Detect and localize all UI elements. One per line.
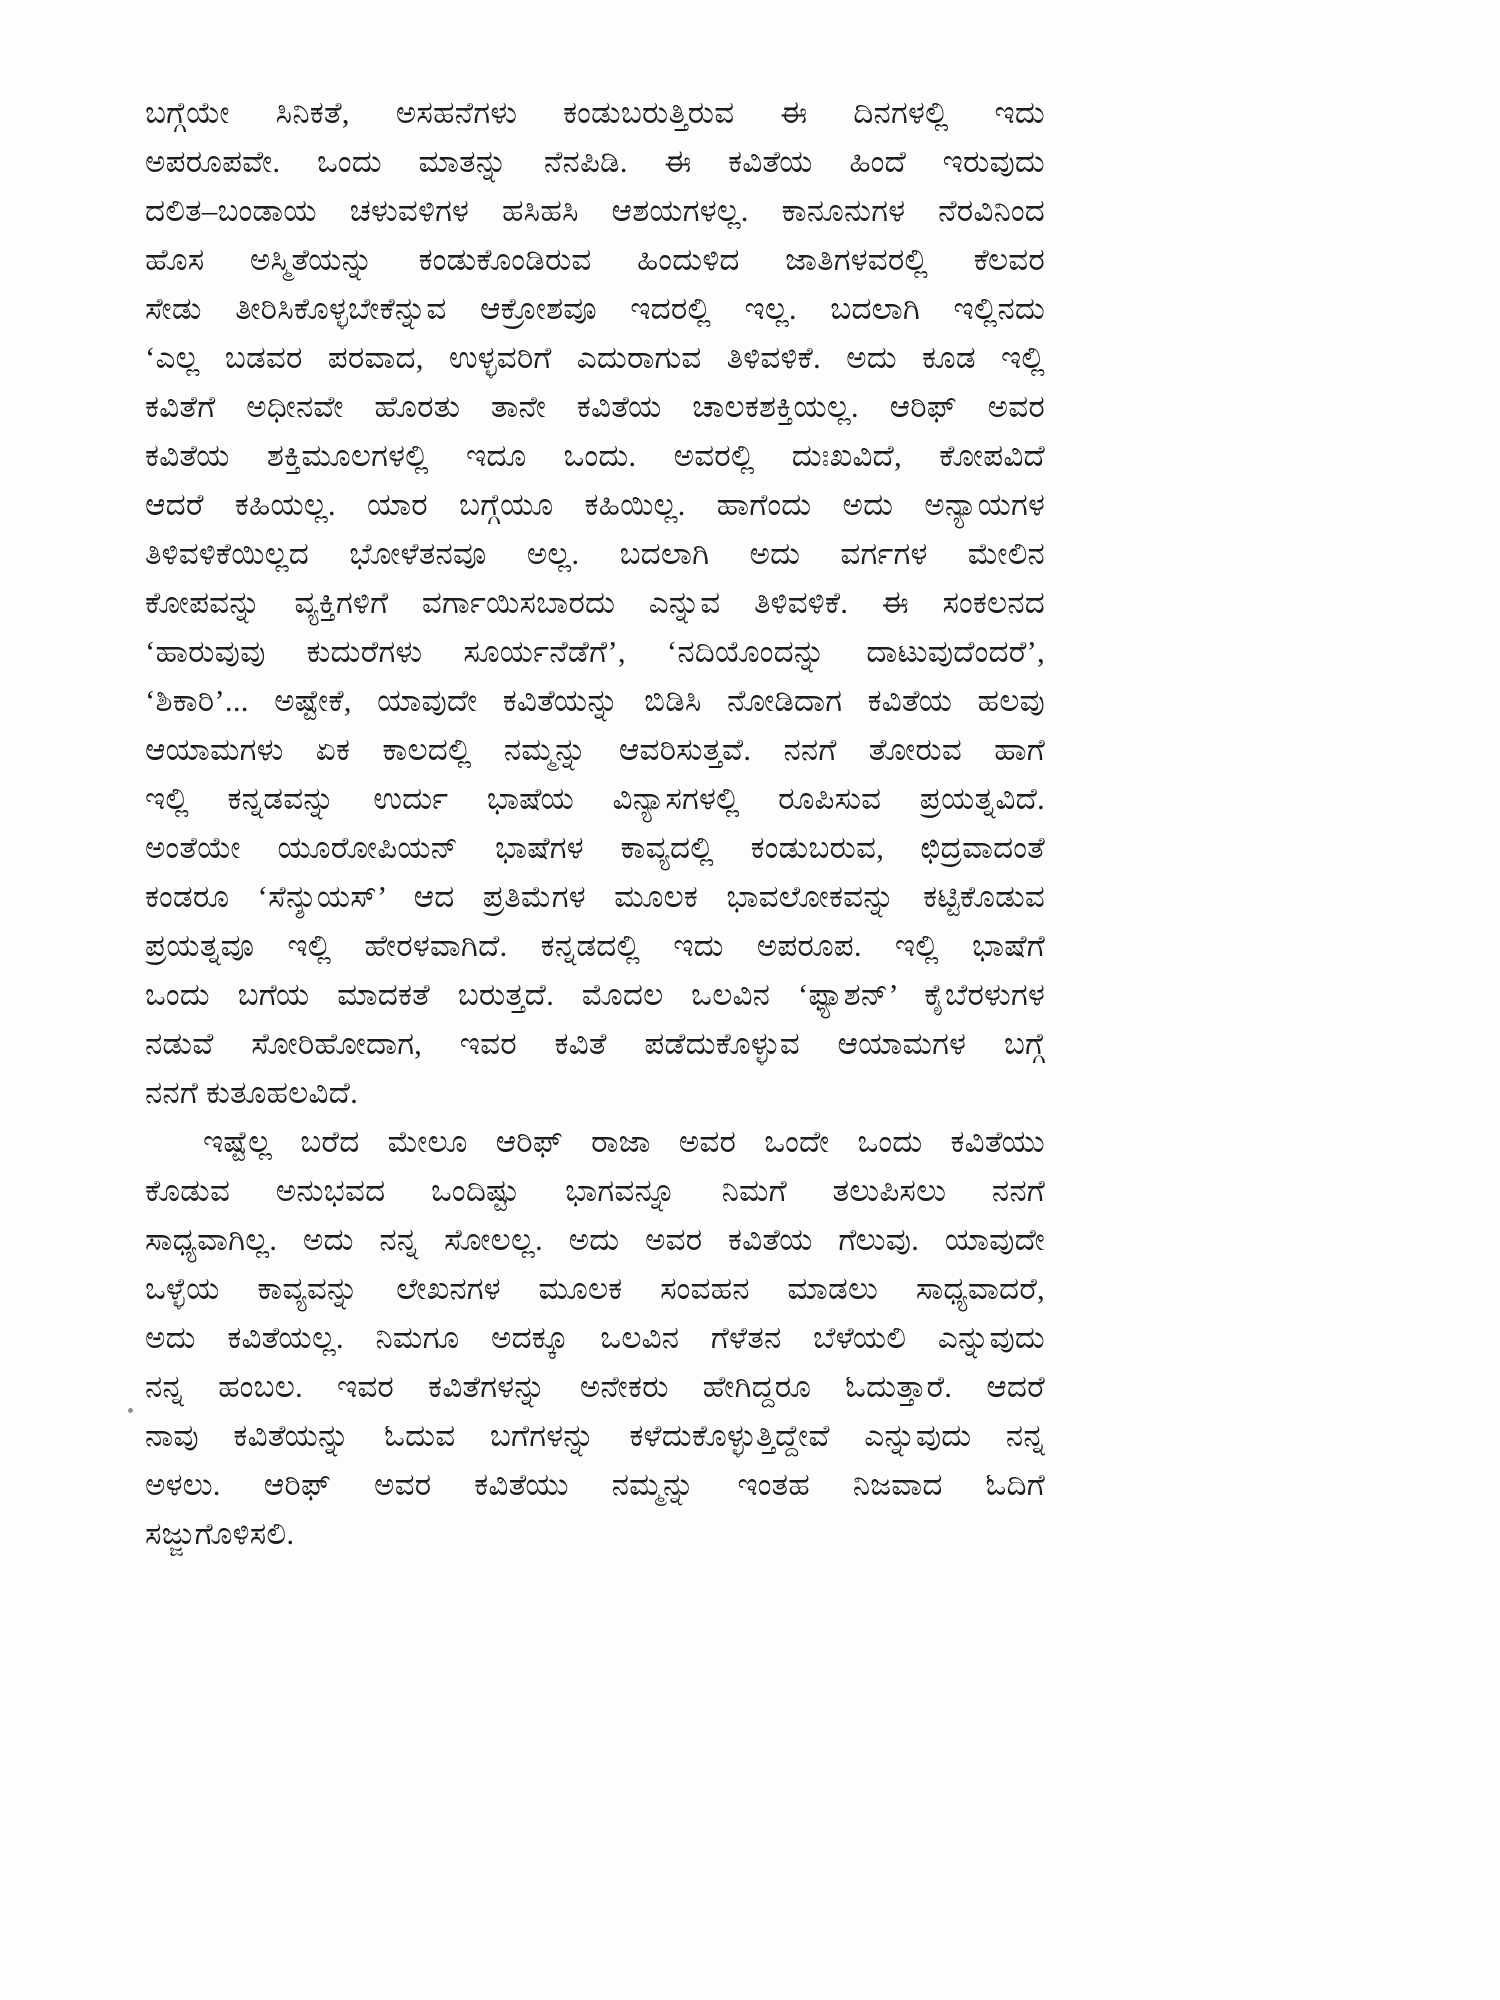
- text-line: ಸಾಧ್ಯವಾಗಿಲ್ಲ. ಅದು ನನ್ನ ಸೋಲಲ್ಲ. ಅದು ಅವರ ಕವಿತೆಯ ಗೆಲುವು. ಯಾವುದೇ: [145, 1222, 1045, 1257]
- text-line: ಇಲ್ಲಿ ಕನ್ನಡವನ್ನು ಉರ್ದು ಭಾಷೆಯ ವಿನ್ಯಾಸಗಳಲ್ಲಿ ರೂಪಿಸುವ ಪ್ರಯತ್ನವಿದೆ.: [145, 781, 1045, 816]
- text-line: ಆಯಾಮಗಳು ಏಕ ಕಾಲದಲ್ಲಿ ನಮ್ಮನ್ನು ಆವರಿಸುತ್ತವೆ. ನನಗೆ ತೋರುವ ಹಾಗೆ: [145, 732, 1045, 767]
- paragraph-2: [145, 1117, 1045, 1558]
- text-line: ‘ಹಾರುವುವು ಕುದುರೆಗಳು ಸೂರ್ಯನೆಡೆಗೆ’, ‘ನದಿಯೊಂದನ್ನು ದಾಟುವುದೆಂದರೆ’,: [145, 634, 1045, 669]
- paragraph-1: [145, 88, 1045, 1117]
- text-line: ಅದು ಕವಿತೆಯಲ್ಲ. ನಿಮಗೂ ಅದಕ್ಕೂ ಒಲವಿನ ಗೆಳೆತನ ಬೆಳೆಯಲಿ ಎನ್ನುವುದು: [145, 1320, 1045, 1355]
- text-line: ಇಷ್ಟೆಲ್ಲ ಬರೆದ ಮೇಲೂ ಆರಿಫ್ ರಾಜಾ ಅವರ ಒಂದೇ ಒಂದು ಕವಿತೆಯು: [203, 1124, 1045, 1159]
- text-line: ತಿಳಿವಳಿಕೆಯಿಲ್ಲದ ಭೋಳೆತನವೂ ಅಲ್ಲ. ಬದಲಾಗಿ ಅದು ವರ್ಗಗಳ ಮೇಲಿನ: [145, 536, 1045, 571]
- text-line: ಅಂತೆಯೇ ಯೂರೋಪಿಯನ್ ಭಾಷೆಗಳ ಕಾವ್ಯದಲ್ಲಿ ಕಂಡುಬರುವ, ಛಿದ್ರವಾದಂತೆ: [145, 830, 1045, 865]
- text-line: ಅಪರೂಪವೇ. ಒಂದು ಮಾತನ್ನು ನೆನಪಿಡಿ. ಈ ಕವಿತೆಯ ಹಿಂದೆ ಇರುವುದು: [145, 144, 1045, 179]
- text-line: ಬಗ್ಗೆಯೇ ಸಿನಿಕತೆ, ಅಸಹನೆಗಳು ಕಂಡುಬರುತ್ತಿರುವ ಈ ದಿನಗಳಲ್ಲಿ ಇದು: [145, 95, 1045, 130]
- text-line: ಪ್ರಯತ್ನವೂ ಇಲ್ಲಿ ಹೇರಳವಾಗಿದೆ. ಕನ್ನಡದಲ್ಲಿ ಇದು ಅಪರೂಪ. ಇಲ್ಲಿ ಭಾಷೆಗೆ: [145, 928, 1045, 963]
- text-line: ಒಂದು ಬಗೆಯ ಮಾದಕತೆ ಬರುತ್ತದೆ. ಮೊದಲ ಒಲವಿನ ‘ಫ್ಯಾಶನ್’ ಕೈಬೆರಳುಗಳ: [145, 977, 1045, 1012]
- text-line: ನಡುವೆ ಸೋರಿಹೋದಾಗ, ಇವರ ಕವಿತೆ ಪಡೆದುಕೊಳ್ಳುವ ಆಯಾಮಗಳ ಬಗ್ಗೆ: [145, 1026, 1045, 1061]
- text-line: ಹೊಸ ಅಸ್ಮಿತೆಯನ್ನು ಕಂಡುಕೊಂಡಿರುವ ಹಿಂದುಳಿದ ಜಾತಿಗಳವರಲ್ಲಿ ಕೆಲವರ: [145, 242, 1045, 277]
- text-line: ಕವಿತೆಯ ಶಕ್ತಿಮೂಲಗಳಲ್ಲಿ ಇದೂ ಒಂದು. ಅವರಲ್ಲಿ ದುಃಖವಿದೆ, ಕೋಪವಿದೆ: [145, 438, 1045, 473]
- text-line: ದಲಿತ–ಬಂಡಾಯ ಚಳುವಳಿಗಳ ಹಸಿಹಸಿ ಆಶಯಗಳಲ್ಲ. ಕಾನೂನುಗಳ ನೆರವಿನಿಂದ: [145, 193, 1045, 228]
- text-block: [145, 88, 1045, 1558]
- text-line: ಕವಿತೆಗೆ ಅಧೀನವೇ ಹೊರತು ತಾನೇ ಕವಿತೆಯ ಚಾಲಕಶಕ್ತಿಯಲ್ಲ. ಆರಿಫ್ ಅವರ: [145, 389, 1045, 424]
- text-line: ಕಂಡರೂ ‘ಸೆನ್ಶುಯಸ್’ ಆದ ಪ್ರತಿಮೆಗಳ ಮೂಲಕ ಭಾವಲೋಕವನ್ನು ಕಟ್ಟಿಕೊಡುವ: [145, 879, 1045, 914]
- text-line: ಒಳ್ಳೆಯ ಕಾವ್ಯವನ್ನು ಲೇಖನಗಳ ಮೂಲಕ ಸಂವಹನ ಮಾಡಲು ಸಾಧ್ಯವಾದರೆ,: [145, 1271, 1045, 1306]
- text-line: ಸೇಡು ತೀರಿಸಿಕೊಳ್ಳಬೇಕೆನ್ನುವ ಆಕ್ರೋಶವೂ ಇದರಲ್ಲಿ ಇಲ್ಲ. ಬದಲಾಗಿ ಇಲ್ಲಿನದು: [145, 291, 1045, 326]
- text-line: ಆದರೆ ಕಹಿಯಲ್ಲ. ಯಾರ ಬಗ್ಗೆಯೂ ಕಹಿಯಿಲ್ಲ. ಹಾಗೆಂದು ಅದು ಅನ್ಯಾಯಗಳ: [145, 487, 1045, 522]
- scan-speck: [128, 1408, 133, 1413]
- text-line: ಅಳಲು. ಆರಿಫ್ ಅವರ ಕವಿತೆಯು ನಮ್ಮನ್ನು ಇಂತಹ ನಿಜವಾದ ಓದಿಗೆ: [145, 1467, 1045, 1502]
- text-line: ನನಗೆ ಕುತೂಹಲವಿದೆ.: [145, 1075, 359, 1110]
- text-line: ಕೊಡುವ ಅನುಭವದ ಒಂದಿಷ್ಟು ಭಾಗವನ್ನೂ ನಿಮಗೆ ತಲುಪಿಸಲು ನನಗೆ: [145, 1173, 1045, 1208]
- text-line: ‘ಎಲ್ಲ ಬಡವರ ಪರವಾದ, ಉಳ್ಳವರಿಗೆ ಎದುರಾಗುವ ತಿಳಿವಳಿಕೆ. ಅದು ಕೂಡ ಇಲ್ಲಿ: [145, 340, 1045, 375]
- text-line: ನಾವು ಕವಿತೆಯನ್ನು ಓದುವ ಬಗೆಗಳನ್ನು ಕಳೆದುಕೊಳ್ಳುತ್ತಿದ್ದೇವೆ ಎನ್ನುವುದು ನನ್ನ: [145, 1418, 1045, 1453]
- text-line: ಸಜ್ಜುಗೊಳಿಸಲಿ.: [145, 1516, 295, 1551]
- text-line: ಕೋಪವನ್ನು ವ್ಯಕ್ತಿಗಳಿಗೆ ವರ್ಗಾಯಿಸಬಾರದು ಎನ್ನುವ ತಿಳಿವಳಿಕೆ. ಈ ಸಂಕಲನದ: [145, 585, 1045, 620]
- text-line: ‘ಶಿಕಾರಿ’... ಅಷ್ಟೇಕೆ, ಯಾವುದೇ ಕವಿತೆಯನ್ನು ಬಿಡಿಸಿ ನೋಡಿದಾಗ ಕವಿತೆಯ ಹಲವು: [145, 683, 1045, 718]
- text-line: ನನ್ನ ಹಂಬಲ. ಇವರ ಕವಿತೆಗಳನ್ನು ಅನೇಕರು ಹೇಗಿದ್ದರೂ ಓದುತ್ತಾರೆ. ಆದರೆ: [145, 1369, 1045, 1404]
